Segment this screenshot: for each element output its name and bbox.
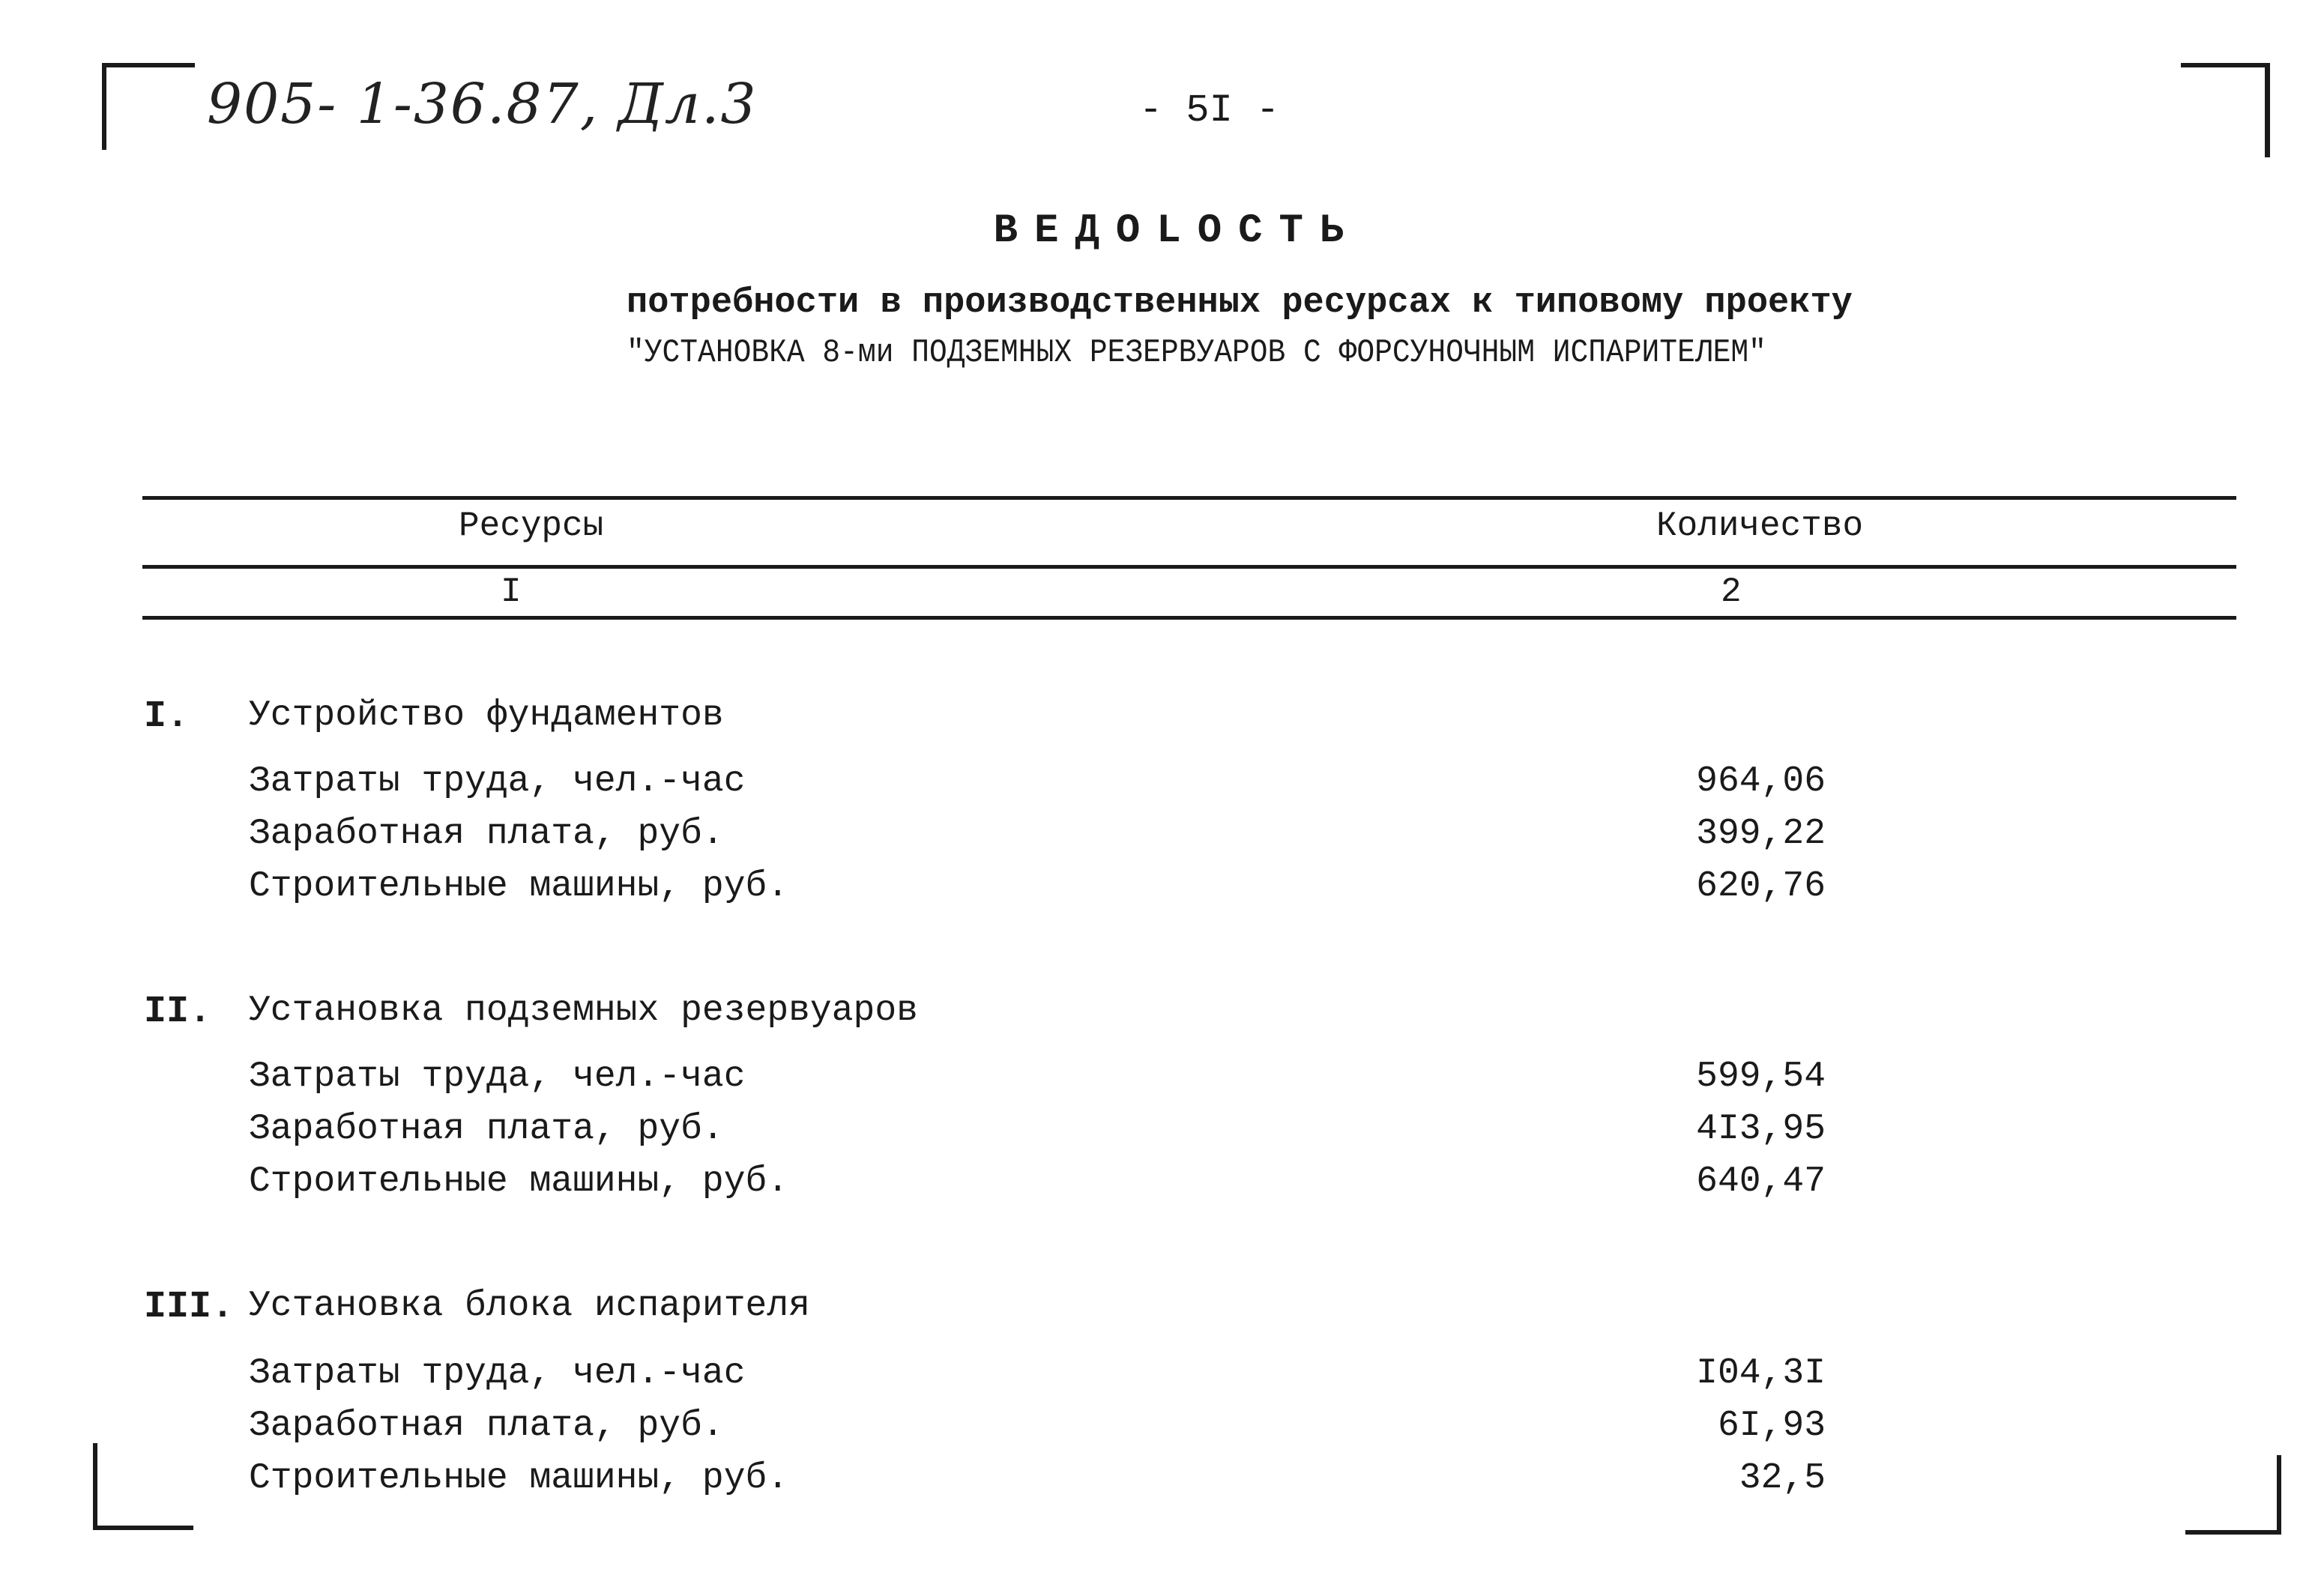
corner-mark-bottom-left	[93, 1443, 193, 1530]
row-label: Строительные машины, руб.	[249, 1161, 789, 1202]
row-label: Заработная плата, руб.	[249, 814, 724, 854]
table-top-rule	[142, 496, 2236, 500]
row-label: Заработная плата, руб.	[249, 1109, 724, 1149]
row-label: Затраты труда, чел.-час	[249, 1057, 746, 1097]
row-value: 399,22	[1696, 814, 1826, 854]
row-value: 4I3,95	[1696, 1109, 1826, 1149]
row-label: Строительные машины, руб.	[249, 1458, 789, 1499]
column-header-quantity: Количество	[1656, 507, 1864, 545]
row-label: Заработная плата, руб.	[249, 1406, 724, 1446]
corner-mark-top-left	[102, 63, 195, 150]
corner-mark-top-right	[2181, 63, 2270, 157]
column-header-resources: Ресурсы	[459, 507, 604, 545]
section-title: Установка подземных резервуаров	[249, 991, 918, 1031]
section-title: Установка блока испарителя	[249, 1286, 810, 1326]
row-label: Строительные машины, руб.	[249, 866, 789, 907]
project-name: "УСТАНОВКА 8-ми ПОДЗЕМНЫХ РЕЗЕРВУАРОВ С ФОРСУНОЧНЫМ ИСПАРИТЕЛЕМ"	[627, 334, 1766, 372]
row-value: 640,47	[1696, 1161, 1826, 1202]
section-number: I.	[144, 695, 190, 738]
section-number: II.	[144, 991, 212, 1033]
row-value: 599,54	[1696, 1057, 1826, 1097]
row-label: Затраты труда, чел.-час	[249, 1353, 746, 1394]
section-title: Устройство фундаментов	[249, 695, 724, 736]
row-value: 6I,93	[1717, 1406, 1826, 1446]
document-title: ВЕДОLОСТЬ	[993, 208, 1361, 254]
page-number: - 5I -	[1139, 88, 1280, 133]
row-value: 620,76	[1696, 866, 1826, 907]
document-subtitle: потребности в производственных ресурсах к типовому проекту	[627, 283, 1853, 323]
row-label: Затраты труда, чел.-час	[249, 761, 746, 802]
table-number-rule	[142, 616, 2236, 620]
row-value: 32,5	[1739, 1458, 1826, 1499]
column-number-quantity: 2	[1721, 572, 1742, 611]
row-value: 964,06	[1696, 761, 1826, 802]
column-number-resources: I	[501, 572, 522, 611]
document-code: 905- 1-36.87, Дл.3	[207, 72, 758, 136]
corner-mark-bottom-right	[2185, 1455, 2281, 1535]
table-header-rule	[142, 565, 2236, 569]
row-value: I04,3I	[1696, 1353, 1826, 1394]
section-number: III.	[144, 1286, 235, 1328]
